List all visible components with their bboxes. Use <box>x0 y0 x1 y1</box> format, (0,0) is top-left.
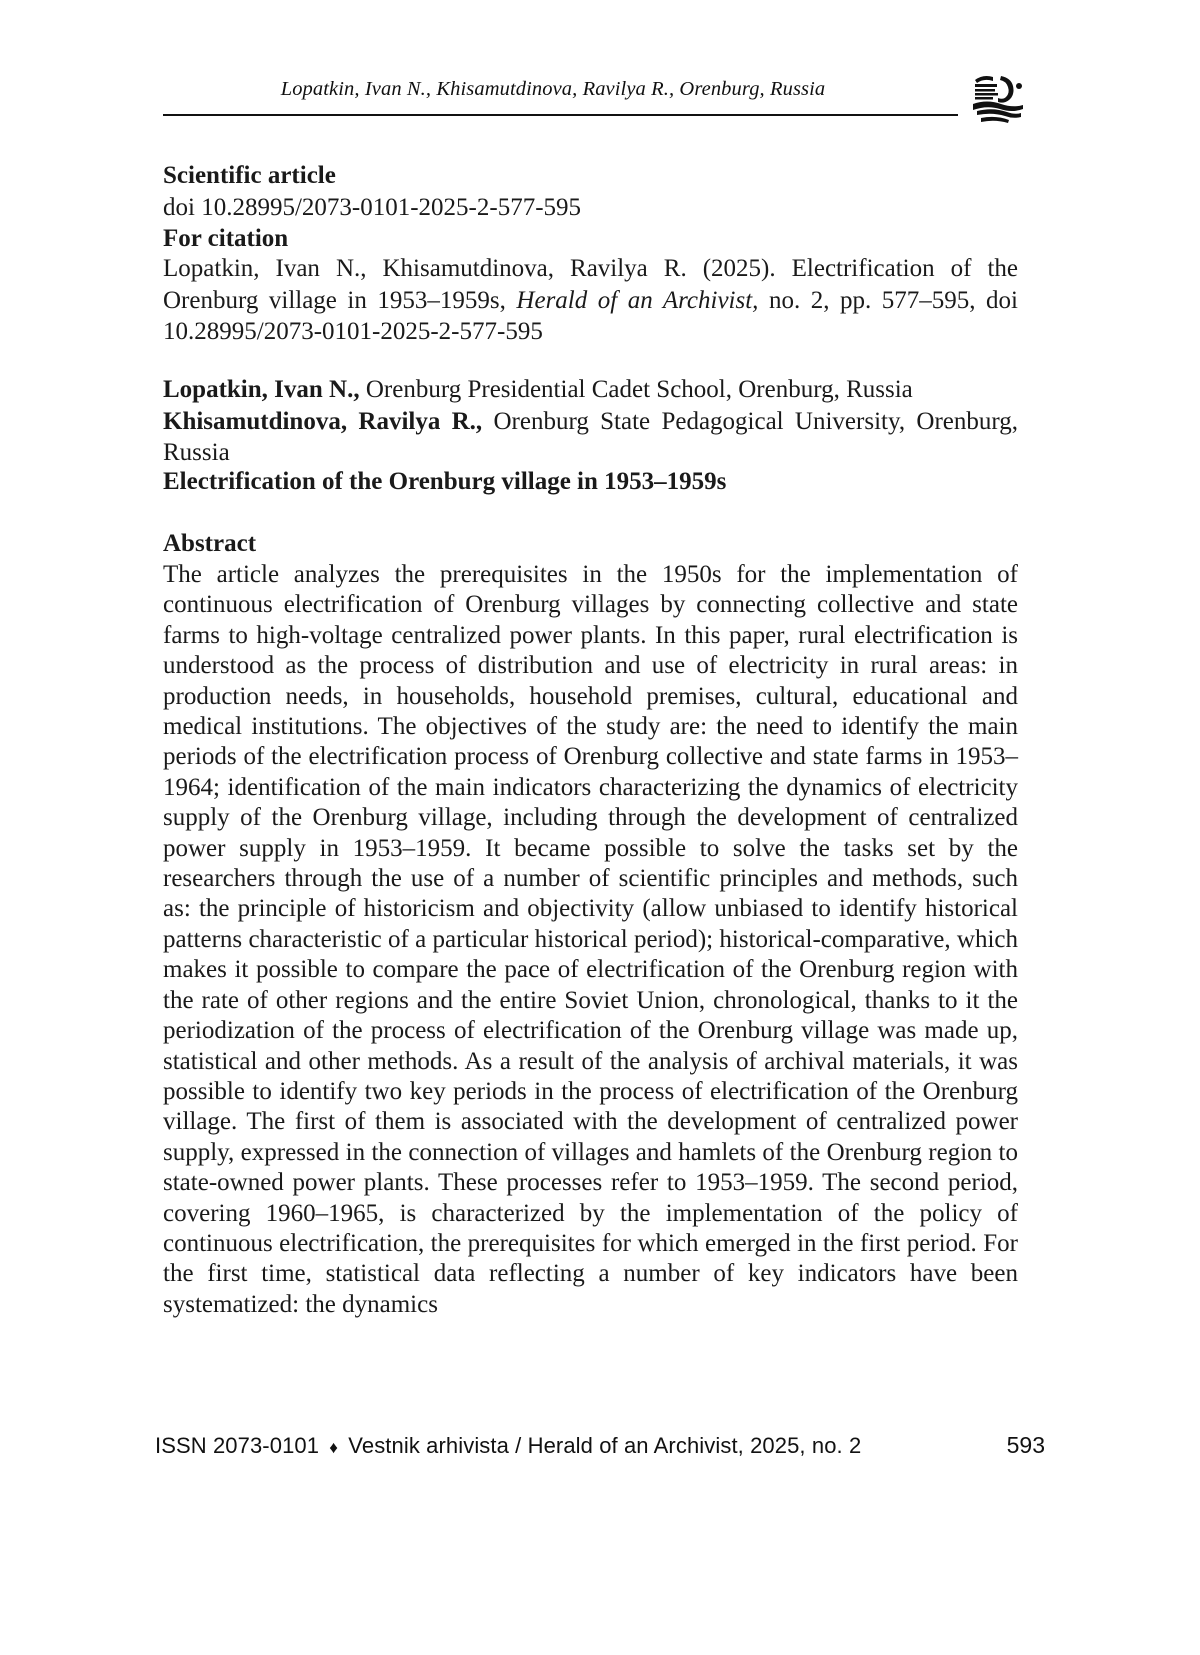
article-metadata-heading <box>163 160 1043 255</box>
footer-journal-line: Vestnik arhivista / Herald of an Archivist, 2025, no. 2 <box>348 1433 862 1458</box>
page-title: Electrification of the Orenburg village in 1953–1959s <box>163 468 727 495</box>
page-footer <box>155 1432 1045 1459</box>
abstract-text: The article analyzes the prerequisites in the 1950s for the implementation of continuous electrification of Orenburg villages by connecting collective and state farms to high-voltage centralized power plants. In this paper, rural electrification is understood as the process of distribution and use of electricity in rural areas: in production needs, in households, household premises, cultural, educational and medical institutions. The objectives of the study are: the need to identify the main periods of the electrification process of Orenburg collective and state farms in 1953–1964; identification of the main indicators characterizing the dynamics of electricity supply of the Orenburg village, including through the development of centralized power supply in 1953–1959. It became possible to solve the tasks set by the researchers through the use of a number of scientific principles and methods, such as: the principle of historicism and objectivity (allow unbiased to identify historical patterns characteristic of a particular historical period); historical-comparative, which makes it possible to compare the pace of electrification of the Orenburg region with the rate of other regions and the entire Soviet Union, chronological, thanks to it the periodization of the process of electrification of the Orenburg village was made up, statistical and other methods. As a result of the analysis of archival materials, it was possible to identify two key periods in the process of electrification of the Orenburg village. The first of them is associated with the development of centralized power supply, expressed in the connection of villages and hamlets of the Orenburg region to state-owned power plants. These processes refer to 1953–1959. The second period, covering 1960–1965, is characterized by the implementation of the policy of continuous electrification, the prerequisites for which emerged in the first period. For the first time, statistical data reflecting a number of key indicators have been systematized: the dynamics <box>163 561 1018 1318</box>
footer-journal-info <box>155 1433 861 1459</box>
author-1-name: Lopatkin, Ivan N., <box>163 376 360 403</box>
author-1-affiliation: Orenburg Presidential Cadet School, Orenburg, Russia <box>365 376 913 403</box>
running-head-text: Lopatkin, Ivan N., Khisamutdinova, Ravilya R., Orenburg, Russia <box>280 78 826 100</box>
citation-part1: Lopatkin, Ivan N., Khisamutdinova, Ravilya R. (2025). Electrification of the Orenburg village in 1953–1959s, <box>163 255 1018 314</box>
authors-block <box>163 374 1018 469</box>
citation-part2: no. 2, pp. 577–595, doi 10.28995/2073-0101-2025-2-577-595 <box>163 286 1018 346</box>
page-number: 593 <box>1006 1432 1045 1458</box>
citation-journal: Herald of an Archivist, <box>516 286 759 314</box>
running-head <box>163 78 1043 124</box>
doi-line: doi 10.28995/2073-0101-2025-2-577-595 <box>163 193 582 221</box>
scientific-article-label: Scientific article <box>163 162 336 189</box>
author-2-affiliation: Orenburg State Pedagogical University, Orenburg, Russia <box>163 407 1018 467</box>
for-citation-label: For citation <box>163 225 289 253</box>
footer-diamond-icon: ♦ <box>329 1438 339 1457</box>
footer-issn: ISSN 2073-0101 <box>155 1433 320 1458</box>
journal-emblem-icon <box>963 68 1035 130</box>
abstract-heading: Abstract <box>163 530 257 557</box>
author-2-name: Khisamutdinova, Ravilya R., <box>163 407 483 435</box>
running-head-rule <box>163 114 958 116</box>
citation-block <box>163 253 1018 348</box>
